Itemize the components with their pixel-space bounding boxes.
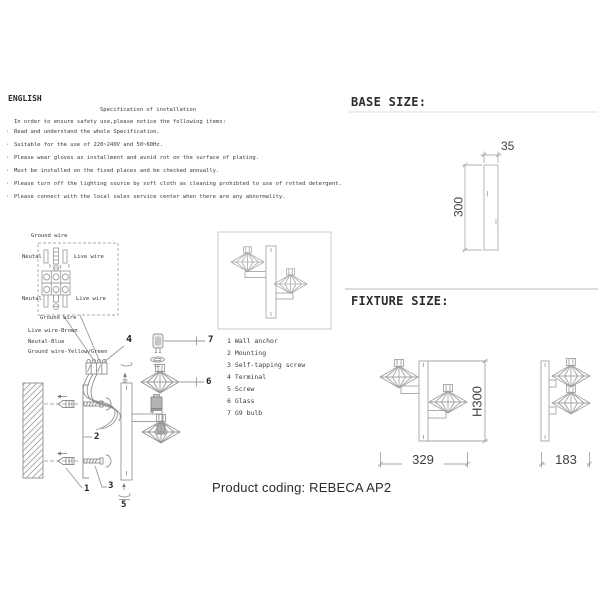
- g9-bulb-icon: [153, 334, 163, 353]
- callout-2: 2: [94, 432, 100, 442]
- spec-instruction-text: Please wear gloves as installment and avoid rot on the surface of plating.: [14, 155, 260, 161]
- lamp-pole: [121, 383, 132, 480]
- parts-list-item: 6 Glass: [227, 397, 255, 405]
- bullet-marker: ·: [6, 181, 10, 187]
- mounting-bracket: [83, 385, 89, 478]
- bullet-marker: ·: [6, 142, 10, 148]
- fixture-front-width-dimension: 329: [402, 452, 444, 467]
- spec-instruction-text: Please turn off the lighting source by soft cloth as cleaning prohibted to use of rotted detergent.: [14, 181, 342, 187]
- parts-list-item: 3 Self-tapping screw: [227, 361, 306, 369]
- spec-instruction-item: [6, 168, 342, 181]
- parts-list-item: 4 Terminal: [227, 373, 267, 381]
- screw-bottom-icon: [119, 483, 130, 497]
- product-coding: Product coding: REBECA AP2: [212, 480, 392, 495]
- product-image-box: [218, 232, 331, 329]
- spec-instruction-item: [6, 181, 342, 194]
- wire-color-legend: [28, 326, 107, 358]
- callout-3: 3: [108, 481, 114, 491]
- parts-list-item: 2 Mounting: [227, 349, 267, 357]
- parts-list-item: 1 Wall anchor: [227, 337, 278, 345]
- spec-instruction-item: [6, 142, 342, 155]
- callout-1: 1: [84, 484, 90, 494]
- parts-list-item: 7 G9 bulb: [227, 409, 263, 417]
- bullet-marker: ·: [6, 129, 10, 135]
- lamp-arm: [132, 411, 162, 422]
- spec-instruction-text: Must be installed on the fixed places and be checked annually.: [14, 168, 220, 174]
- live-lower-label: Live wire: [76, 296, 106, 302]
- parts-list-item: 5 Screw: [227, 385, 255, 393]
- spec-instructions-list: [6, 129, 342, 207]
- neutral-upper-label: Neutal: [22, 254, 42, 260]
- spec-instruction-text: Read and understand the whole Specification.: [14, 129, 160, 135]
- base-size-drawing: [463, 152, 502, 253]
- page-title: Specification of installation: [100, 107, 197, 113]
- spec-instruction-item: [6, 194, 342, 207]
- wall-anchor-row-lower: [44, 452, 111, 467]
- base-height-dimension: 300: [451, 196, 466, 218]
- socket-icon: [151, 395, 162, 413]
- spec-instruction-item: [6, 129, 342, 142]
- parts-list: [227, 335, 305, 419]
- spec-intro: In order to ensure safety use,please notice the following items:: [14, 119, 226, 125]
- legend-ground-wire: Ground wire-Yellow/Green: [28, 349, 108, 355]
- bullet-marker: ·: [6, 168, 10, 174]
- callout-5: 5: [121, 500, 127, 510]
- exploded-lamp: [119, 334, 180, 497]
- ground-wire-bottom-label: Ground wire: [40, 315, 77, 321]
- neutral-lower-label: Neutal: [22, 296, 42, 302]
- legend-live-wire: Live wire-Brown: [28, 328, 78, 334]
- base-width-dimension: 35: [501, 139, 515, 153]
- spec-instruction-text: Please connect with the local sales service center when there are any abnormality.: [14, 194, 286, 200]
- legend-neutral-wire: Neutal-Blue: [28, 338, 65, 345]
- spec-instruction-text: Suitable for the use of 220~240V and 50~60Hz.: [14, 142, 164, 148]
- bullet-marker: ·: [6, 155, 10, 161]
- rotation-curl-top-icon: [121, 363, 132, 383]
- ground-wire-top-label: Ground wire: [31, 233, 68, 239]
- fixture-side-width-dimension: 183: [545, 452, 587, 467]
- fixture-size-heading: FIXTURE SIZE:: [351, 294, 449, 308]
- spec-instruction-item: [6, 155, 342, 168]
- base-size-heading: BASE SIZE:: [351, 95, 427, 109]
- bullet-marker: ·: [6, 194, 10, 200]
- language-label: ENGLISH: [8, 94, 42, 103]
- callout-4: 4: [126, 334, 133, 345]
- callout-7: 7: [208, 335, 214, 345]
- live-upper-label: Live wire: [74, 254, 104, 260]
- glass-shade-icon: [141, 365, 179, 394]
- fixture-height-dimension: H300: [469, 385, 485, 418]
- section-divider-lines: [345, 112, 598, 289]
- wall-section: [23, 383, 43, 478]
- callout-6: 6: [206, 377, 212, 387]
